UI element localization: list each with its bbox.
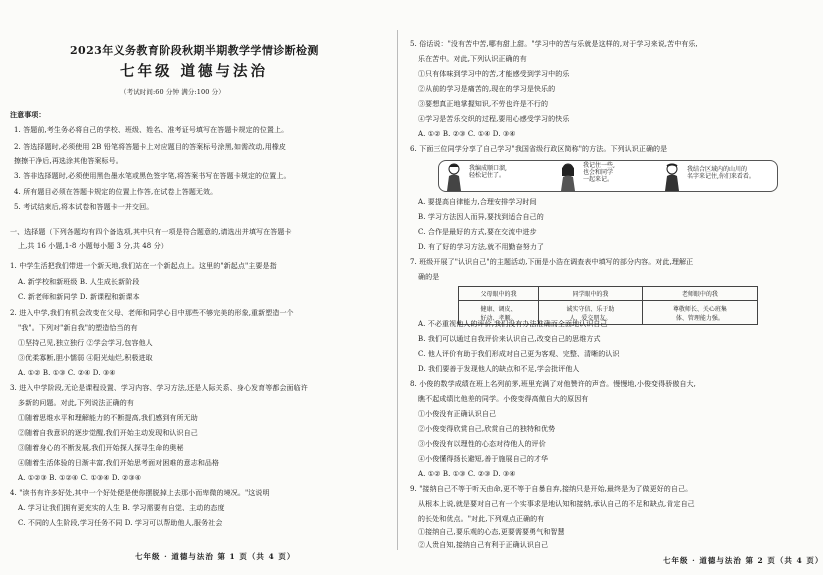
question-text: 确的是 — [418, 273, 440, 281]
statement-option: ③优柔寡断,胆小懦弱 ④阳光灿烂,积极进取 — [18, 354, 153, 362]
table-header-row — [459, 287, 758, 301]
question-text: 9. "接纳自己不等于听天由命,更不等于自暴自弃,接纳只是开始,最终是为了做更好的自己。 — [410, 485, 693, 493]
question-text: 乐在苦中。对此,下列认识正确的有 — [418, 55, 527, 63]
question-text: 8. 小俊的数学成绩在班上名列前茅,班里充满了对他赞许的声音。慢慢地,小俊变得骄傲自大, — [410, 380, 696, 388]
answer-option: C. 不同的人生阶段,学习任务不同 D. 学习可以帮助他人,服务社会 — [18, 519, 223, 527]
question-text: 3. 进入中学阶段,无论是课程设置、学习内容、学习方法,还是人际关系、身心发育等都会面临许 — [10, 384, 308, 392]
answer-option: A. 要提高自律能力,合理安排学习时间 — [418, 198, 537, 206]
answer-option: A. ①② B. ①③ C. ②③ D. ③④ — [418, 470, 516, 478]
page-footer: 七年级 · 道德与法治 第 2 页（共 4 页） — [663, 556, 823, 565]
statement-option: ④学习是苦乐交织的过程,要用心感受学习的快乐 — [418, 115, 570, 123]
statement-option: ③要想真正地掌握知识,不劳也许是不行的 — [418, 100, 549, 108]
statement-option: ②人贵自知,接纳自己有利于正确认识自己 — [418, 541, 549, 549]
table-header-cell: 父母眼中的我 — [459, 287, 539, 301]
statement-option: ③随着身心的不断发展,我们开始探人探寻生命的奥秘 — [18, 444, 184, 452]
statement-option: ②随着自我意识的逐步觉醒,我们开始主动发现和认识自己 — [18, 429, 198, 437]
notice-heading: 注意事项： — [10, 110, 46, 119]
answer-option: A. ①② B. ②③ C. ①④ D. ③④ — [418, 130, 516, 138]
statement-option: ①随着思维水平和理解能力的不断提高,我们感到有所无助 — [18, 414, 198, 422]
page-2-column — [398, 0, 823, 575]
question-text: 1. 中学生活把我们带进一个新天地,我们站在一个新起点上。这里的"新起点"主要是指 — [10, 262, 277, 270]
answer-option: A. 新学校和新班级 B. 人生成长新阶段 — [18, 278, 140, 286]
table-header-cell: 同学眼中的我 — [539, 287, 643, 301]
page-1-column — [0, 0, 398, 575]
statement-option: ①坚持己见,独立独行 ②学会学习,包容他人 — [18, 339, 153, 347]
answer-option: A. 不必重视他人的评价,我们没有办法准确而全面地认识自己 — [418, 320, 608, 328]
table-cell: 尊敬师长、关心班集 体、管理能力强。 — [642, 301, 757, 325]
question-text: 6. 下面三位同学分享了自己学习"我国省级行政区简称"的方法。下列认识正确的是 — [410, 145, 668, 153]
speech-bubble: 我记住一些, 也会和同学 一起来记。 — [583, 162, 615, 183]
notice-line: 4. 所有题目必须在答题卡规定的位置上作答,在试卷上答题无效。 — [14, 188, 218, 196]
notice-line: 1. 答题前,考生务必将自己的学校、班级、姓名、准考证号填写在答题卡规定的位置上。 — [14, 126, 289, 134]
section-heading: 一、选择题（下列各题均有四个备选项,其中只有一项是符合题意的,请选出并填写在答题卡 — [10, 228, 292, 236]
answer-option: C. 他人评价有助于我们形成对自己更为客观、完整、清晰的认识 — [418, 350, 620, 358]
statement-option: ③小俊没有以理性的心态对待他人的评价 — [418, 440, 546, 448]
question-text: "我"。下列对"新自我"的塑造恰当的有 — [18, 324, 138, 332]
question-text: 从根本上说,就是要对自己有一个实事求是地认知和接纳,承认自己的不足和缺点,肯定自己 — [418, 500, 695, 508]
student-figure-icon — [557, 162, 579, 192]
statement-option: ①小俊没有正确认识自己 — [418, 410, 497, 418]
exam-title: 2023年义务教育阶段秋期半期教学学情诊断检测 — [70, 44, 319, 57]
answer-option: D. 有了好的学习方法,就不用勤奋努力了 — [418, 243, 545, 251]
speech-bubble: 我编成顺口溜, 轻松记住了。 — [469, 165, 507, 179]
statement-option: ④随着生活体验的日渐丰富,我们开始思考面对困难的意志和品格 — [18, 459, 220, 467]
page-footer: 七年级 · 道德与法治 第 1 页（共 4 页） — [135, 552, 296, 561]
notice-line: 擦擦干净后,再选涂其他答案标号。 — [14, 157, 123, 165]
statement-option: ②小俊变得欣赏自己,欣赏自己的独特和优势 — [418, 425, 556, 433]
notice-line: 2. 答选择题时,必须使用 2B 铅笔将答题卡上对应题目的答案标号涂黑,如需改动,用橡皮 — [14, 143, 287, 151]
answer-option: C. 新老师和新同学 D. 新课程和新课本 — [18, 293, 140, 301]
exam-subtitle: 七年级 道德与法治 — [120, 63, 269, 80]
student-figure-icon — [443, 162, 465, 192]
statement-option: ②从前的学习是痛苦的,现在的学习是快乐的 — [418, 85, 556, 93]
section-heading-cont: 上,共 16 小题,1-8 小题每小题 3 分,共 48 分） — [18, 242, 168, 250]
cartoon-strip — [438, 160, 778, 192]
notice-line: 5. 考试结束后,将本试卷和答题卡一并交回。 — [14, 203, 154, 211]
table-cell: 诚实守信、乐于助 人、爱交朋友。 — [539, 301, 643, 325]
speech-bubble: 我结合区域内的山川的 名字来记住,你们来看看。 — [687, 166, 755, 180]
question-text: 多新的问题。对此,下列说法正确的有 — [18, 399, 134, 407]
table-cell: 健康、调皮、 好动、孝顺。 — [459, 301, 539, 325]
statement-option: ①接纳自己,要乐观的心态,更要需要勇气和智慧 — [418, 528, 565, 536]
statement-option: ①只有体味到学习中的苦,才能感受到学习中的乐 — [418, 70, 570, 78]
notice-line: 3. 答非选择题时,必须使用黑色墨水笔或黑色签字笔,将答案书写在答题卡规定的位置上。 — [14, 172, 291, 180]
question-text: 7. 班级开展了"认识自己"的主题活动,下面是小浩在调查表中填写的部分内容。对此,理解正 — [410, 258, 694, 266]
question-text: 4. "读书有许多好处,其中一个好处便是使你摆脱掉上去那小而卑微的境况。"这说明 — [10, 489, 270, 497]
answer-option: B. 学习方法因人而异,要找到适合自己的 — [418, 213, 544, 221]
answer-option: D. 我们要善于发现他人的缺点和不足,学会批评他人 — [418, 365, 580, 373]
question-text: 5. 俗话说："没有苦中苦,哪有甜上甜。"学习中的苦与乐就是这样的,对于学习来说,苦中有乐, — [410, 40, 698, 48]
answer-option: A. 学习让我们拥有更充实的人生 B. 学习需要有自觉、主动的态度 — [18, 504, 225, 512]
student-figure-icon — [661, 162, 683, 192]
answer-option: A. ①② B. ①③ C. ②④ D. ③④ — [18, 369, 116, 377]
exam-info: （考试时间:60 分钟 满分:100 分） — [120, 88, 225, 96]
table-header-cell: 老师眼中的我 — [642, 287, 757, 301]
question-text: 瞧不起成绩比他差的同学。小俊变得高傲自大的原因有 — [418, 395, 589, 403]
question-text: 2. 进入中学,我们有机会改变在父母、老师和同学心目中那些不够完美的形象,重新塑造一个 — [10, 309, 294, 317]
answer-option: A. ①②③ B. ①②④ C. ①③④ D. ②③④ — [18, 474, 142, 482]
answer-option: B. 我们可以通过自我评价来认识自己,改变自己的思维方式 — [418, 335, 601, 343]
answer-option: C. 合作是最好的方式,要在交流中进步 — [418, 228, 537, 236]
question-text: 的长处和优点。"对此,下列观点正确的有 — [418, 515, 545, 523]
statement-option: ④小俊懂得扬长避短,善于施展自己的才华 — [418, 455, 549, 463]
